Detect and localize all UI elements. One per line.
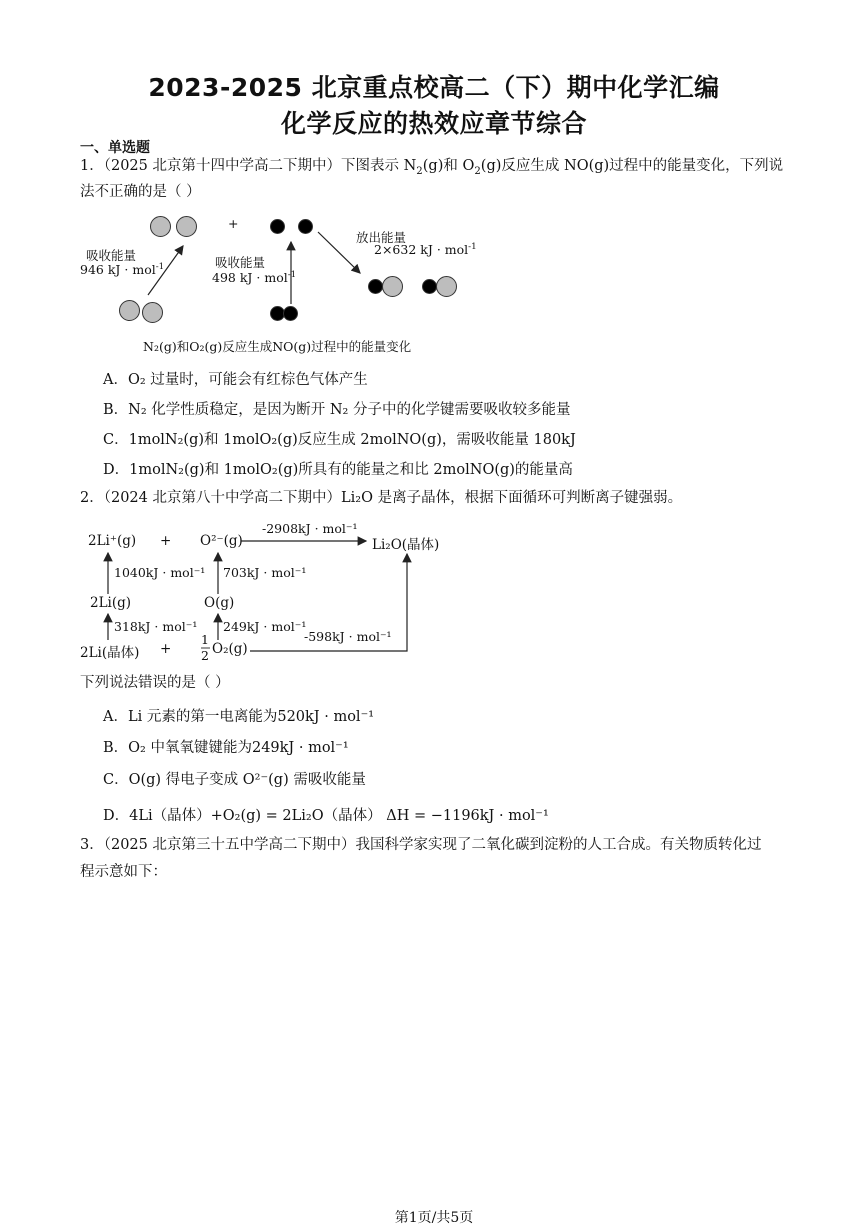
q3-line2: 程示意如下：: [80, 864, 167, 880]
q2-option-b[interactable]: B．O₂ 中氧氧键键能为249kJ · mol⁻¹: [103, 740, 349, 756]
cycle-o-gas: O(g): [204, 595, 235, 611]
absorb2-label: 吸收能量: [215, 255, 266, 270]
cycle-ionization: 1040kJ · mol⁻¹: [114, 565, 206, 580]
cycle-formation: -598kJ · mol⁻¹: [304, 629, 392, 644]
q1-sub-n: 2: [416, 165, 423, 177]
q3-number: 3．: [80, 837, 104, 853]
cycle-half-den: 2: [201, 648, 209, 663]
q1-text-b: (g)和 O: [422, 158, 475, 174]
plus-sign: +: [228, 216, 239, 231]
cycle-o2-gas: O₂(g): [212, 641, 248, 657]
cycle-li-ion: 2Li⁺(g): [88, 533, 137, 549]
cycle-bond-energy: 249kJ · mol⁻¹: [223, 619, 307, 634]
section-heading: 一、单选题: [80, 140, 150, 156]
q1-line2: 法不正确的是（ ）: [80, 184, 201, 200]
cycle-li2o: Li₂O(晶体): [372, 537, 440, 553]
q1-option-b[interactable]: B．N₂ 化学性质稳定，是因为断开 N₂ 分子中的化学键需要吸收较多能量: [103, 402, 571, 418]
absorb2-value: 498 kJ · mol$^{-1}$: [212, 270, 297, 286]
q2-option-d[interactable]: D．4Li（晶体）+O₂(g) = 2Li₂O（晶体） ΔH = −1196kJ · mol⁻¹: [103, 808, 549, 824]
q1-source: （2025 北京第十四中学高二下期中）: [103, 158, 341, 174]
q2-number: 2．: [80, 490, 104, 506]
q2-option-a[interactable]: A．Li 元素的第一电离能为520kJ · mol⁻¹: [103, 709, 375, 725]
figure-caption: N₂(g)和O₂(g)反应生成NO(g)过程中的能量变化: [143, 339, 412, 354]
cycle-o-ion: O²⁻(g): [200, 533, 243, 549]
q1-number: 1．: [80, 158, 104, 174]
q1-sub-o: 2: [474, 165, 481, 177]
cycle-half-num: 1: [201, 632, 209, 647]
document-title: 2023-2025 北京重点校高二（下）期中化学汇编: [148, 73, 720, 102]
absorb1-label: 吸收能量: [86, 248, 137, 263]
cycle-li-solid: 2Li(晶体): [80, 645, 140, 661]
q2-option-c[interactable]: C．O(g) 得电子变成 O²⁻(g) 需吸收能量: [103, 772, 366, 788]
q1-text-a: 下图表示 N: [341, 158, 417, 174]
absorb1-value: 946 kJ · mol$^{-1}$: [80, 262, 165, 278]
q1-text-c: (g)反应生成 NO(g)过程中的能量变化，下列说: [480, 158, 784, 174]
q3-source: （2025 北京第三十五中学高二下期中）: [103, 837, 356, 853]
q2-text: Li₂O 是离子晶体，根据下面循环可判断离子键强弱。: [341, 490, 683, 506]
document-subtitle: 化学反应的热效应章节综合: [280, 109, 587, 138]
q2-source: （2024 北京第八十中学高二下期中）: [103, 490, 341, 506]
q1-option-a[interactable]: A．O₂ 过量时，可能会有红棕色气体产生: [103, 372, 368, 388]
cycle-electron-affinity: 703kJ · mol⁻¹: [223, 565, 307, 580]
cycle-plus: +: [160, 533, 172, 549]
q1-option-c[interactable]: C．1molN₂(g)和 1molO₂(g)反应生成 2molNO(g)，需吸收能量 180kJ: [103, 432, 576, 448]
q3-line1: [80, 835, 762, 855]
q3-text: 我国科学家实现了二氧化碳到淀粉的人工合成。有关物质转化过: [355, 837, 762, 853]
release-label: 放出能量: [356, 230, 407, 245]
cycle-lattice-energy: -2908kJ · mol⁻¹: [262, 521, 358, 536]
q1-option-d[interactable]: D．1molN₂(g)和 1molO₂(g)所具有的能量之和比 2molNO(g)的能量高: [103, 462, 573, 478]
q2-prompt: 下列说法错误的是（ ）: [80, 675, 230, 691]
cycle-sublimation: 318kJ · mol⁻¹: [114, 619, 198, 634]
page-footer: 第1页/共5页: [394, 1210, 474, 1226]
cycle-li-gas: 2Li(g): [90, 595, 132, 611]
release-value: 2×632 kJ · mol$^{-1}$: [374, 242, 477, 258]
cycle-plus-2: +: [160, 641, 172, 657]
